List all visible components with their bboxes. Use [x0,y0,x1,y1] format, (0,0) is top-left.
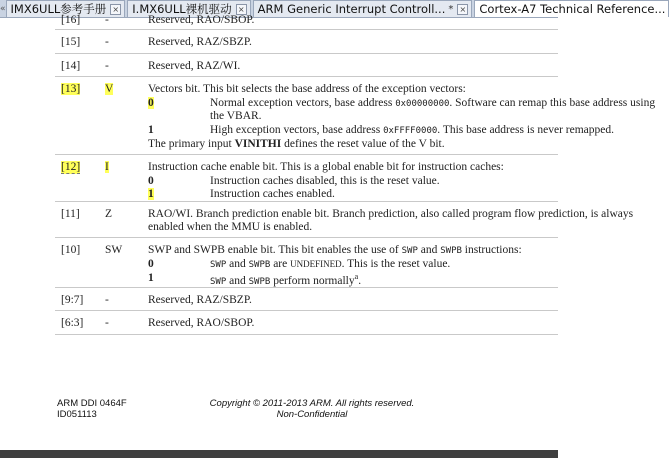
option-key: 1 [148,272,154,284]
close-icon[interactable]: × [110,4,121,15]
table-row-bit-13: [13] V Vectors bit. This bit selects the base address of the exception vectors: 0 Normal exception vectors, base address 0x00000000. Software can remap this base address using the VBAR. 1 High exception vectors, base address 0xFFFF0000. This base address is never remapped. The primary input VINITHI defines the reset value of the V bit. [55,77,558,155]
tab-label: I.MX6ULL裸机驱动 [132,2,232,16]
copyright-notice: Copyright © 2011-2013 ARM. All rights reserved. Non-Confidential [209,398,415,420]
name-cell: - [105,317,109,329]
bits-cell-highlighted: [12] [61,161,81,173]
function-cell: Reserved, RAZ/SBZP. [148,294,252,306]
option-key-highlighted: 1 [148,188,154,200]
bits-cell-highlighted: [13] [61,83,81,95]
name-cell: - [105,14,109,26]
function-cell: SWP and SWPB enable bit. This bit enables the use of SWP and SWPB instructions: [148,244,522,256]
function-cell: Reserved, RAO/SBOP. [148,14,255,26]
name-cell: - [105,60,109,72]
page-footer [0,372,558,450]
close-icon[interactable]: × [236,4,247,15]
table-row-bit-11 [55,202,634,238]
option-key-highlighted: 0 [148,97,154,109]
function-cell: Vectors bit. This bit selects the base address of the exception vectors: [148,83,466,95]
tab-label: IMX6ULL参考手册 [10,2,107,16]
reset-note: The primary input VINITHI defines the reset value of the V bit. [148,138,445,150]
option-description: Instruction caches disabled, this is the reset value. [210,175,440,187]
footnote-marker: a [354,272,359,281]
table-row-bit-15 [55,30,558,54]
option-description: SWP and SWPB perform normally$^a$. [210,272,362,287]
table-row-bit-16 [55,14,558,30]
option-key: 0 [148,258,154,270]
bits-cell: [14] [61,60,81,72]
document-id: ARM DDI 0464F ID051113 [57,398,127,420]
name-cell: SW [105,244,123,256]
bits-cell: [16] [61,14,81,26]
bits-cell: [15] [61,36,81,48]
function-cell: Reserved, RAZ/SBZP. [148,36,252,48]
name-cell: - [105,36,109,48]
option-key: 1 [148,124,154,136]
tab-label: Cortex-A7 Technical Reference... [479,2,666,16]
function-cell: Reserved, RAZ/WI. [148,60,241,72]
function-cell: Reserved, RAO/SBOP. [148,317,255,329]
option-description: Instruction caches enabled. [210,188,335,200]
option-description: SWP and SWPB are UNDEFINED. This is the reset value. [210,258,451,270]
modified-indicator: * [448,3,454,15]
function-cell: Instruction cache enable bit. This is a global enable bit for instruction caches: [148,161,504,173]
close-icon[interactable]: × [457,4,468,15]
name-cell-highlighted: V [105,83,114,95]
table-row-bits-9-7 [55,288,558,311]
name-cell-highlighted: I [105,161,109,173]
name-cell: Z [105,208,113,220]
bits-cell: [11] [61,208,80,220]
bits-cell: [9:7] [61,294,84,306]
document-page [0,14,656,372]
table-row-bit-14 [55,54,558,77]
function-cell-continued: enabled when the MMU is enabled. [148,221,313,233]
function-cell: RAO/WI. Branch prediction enable bit. Branch prediction, also called program flow prediction, is always [148,208,634,220]
table-row-bit-12 [55,155,558,202]
name-cell: - [105,294,109,306]
bits-cell: [6:3] [61,317,84,329]
table-row-bit-10 [55,238,558,288]
tab-label: ARM Generic Interrupt Controll... [257,2,446,16]
option-description: Normal exception vectors, base address 0x00000000. Software can remap this base address using [210,97,656,109]
tab-scroll-left-icon[interactable]: « [0,3,6,14]
page-gap-divider [0,450,558,458]
table-row-bits-6-3 [55,311,558,335]
option-key: 0 [148,175,154,187]
option-description: High exception vectors, base address 0xFFFF0000. This base address is never remapped. [210,124,614,136]
bits-cell: [10] [61,244,81,256]
